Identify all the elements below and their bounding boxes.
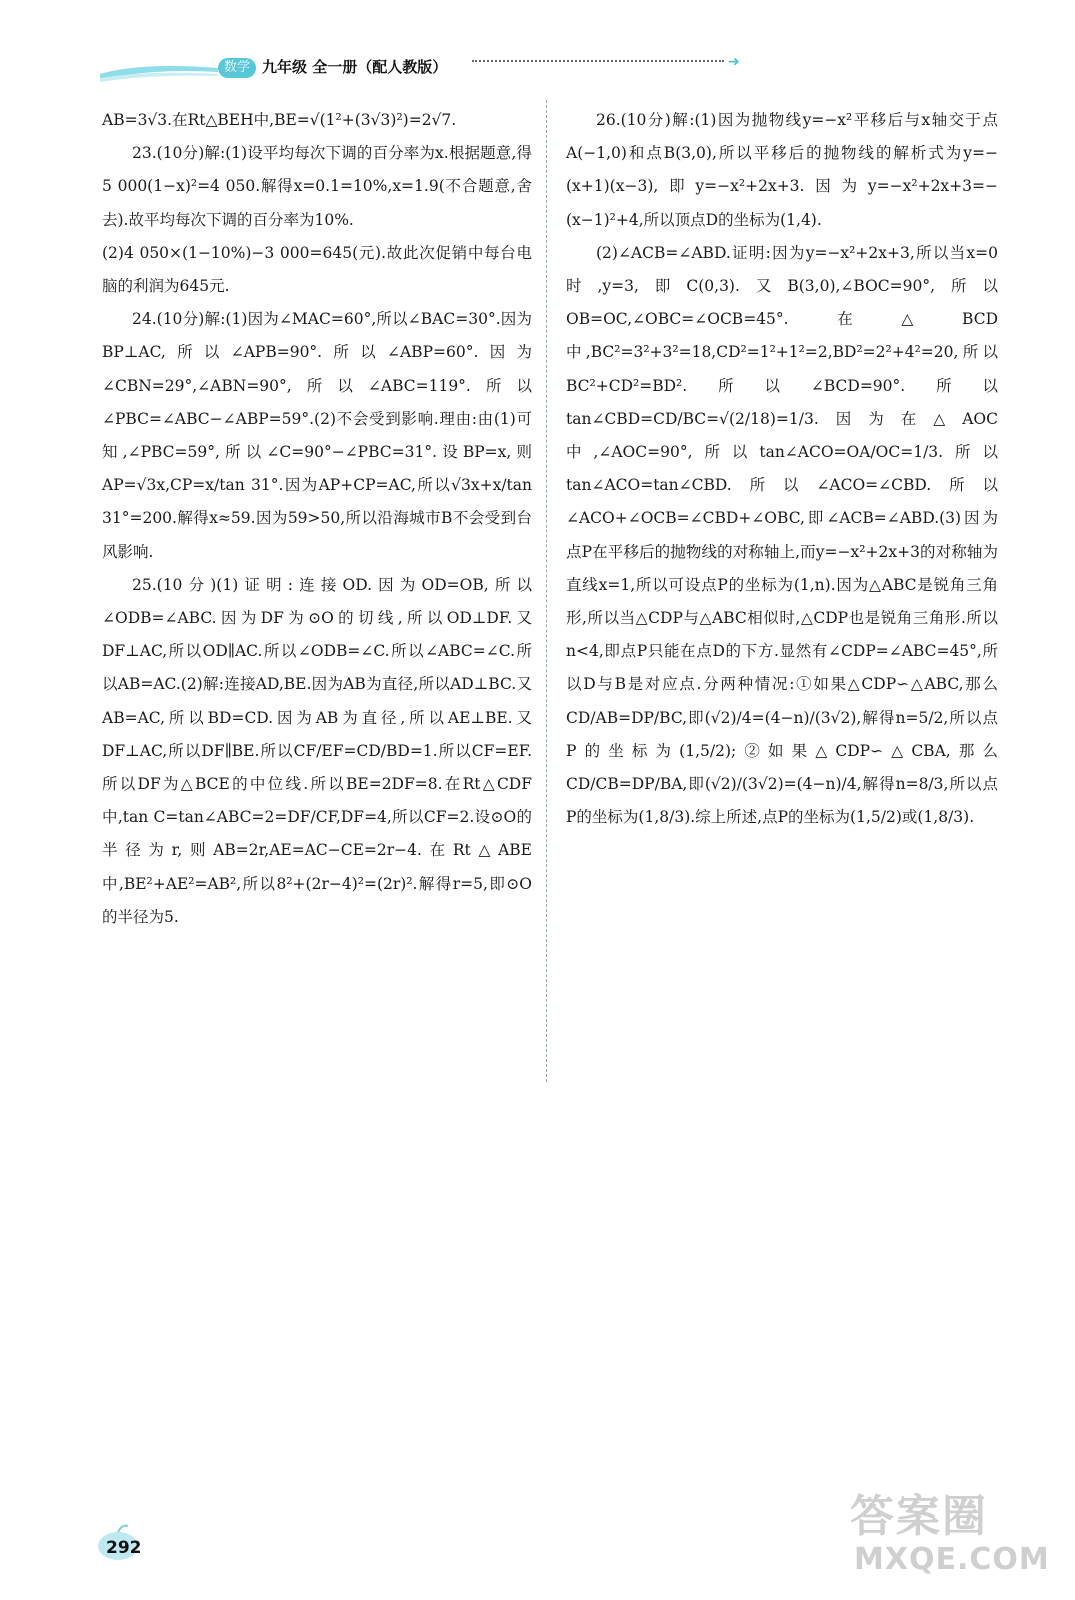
book-title: 九年级 全一册（配人教版） xyxy=(262,58,448,76)
page-header xyxy=(100,52,760,90)
arrow-right-icon: ➜ xyxy=(728,54,740,70)
page-number: 292 xyxy=(106,1538,142,1558)
header-dotted-rule xyxy=(472,60,724,62)
answer-paragraph: (2)4 050×(1−10%)−3 000=645(元).故此次促销中每台电脑的利润为645元. xyxy=(102,243,532,296)
column-divider xyxy=(546,100,547,1082)
header-swoosh-decoration xyxy=(100,60,220,84)
answer-paragraph: 26.(10分)解:(1)因为抛物线y=−x²平移后与x轴交于点A(−1,0)和点B(3,0),所以平移后的抛物线的解析式为y=−(x+1)(x−3),即y=−x²+2x+3.因为y=−x²+2x+3=−(x−1)²+4,所以顶点D的坐标为(1,4). xyxy=(566,111,998,229)
answer-paragraph: 23.(10分)解:(1)设平均每次下调的百分率为x.根据题意,得5 000(1−x)²=4 050.解得x=0.1=10%,x=1.9(不合题意,舍去).故平均每次下调的百分率为10%. xyxy=(102,144,532,229)
subject-badge: 数学 xyxy=(218,58,256,78)
watermark-en: MXQE.COM xyxy=(854,1542,1050,1577)
answer-paragraph: AB=3√3.在Rt△BEH中,BE=√(1²+(3√3)²)=2√7. xyxy=(102,111,457,129)
answer-paragraph: (2)∠ACB=∠ABD.证明:因为y=−x²+2x+3,所以当x=0时,y=3,即C(0,3).又B(3,0),∠BOC=90°,所以OB=OC,∠OBC=∠OCB=45°.在△BCD中,BC²=3²+3²=18,CD²=1²+1²=2,BD²=2²+4²=20,所以BC²+CD²=BD².所以∠BCD=90°.所以tan∠CBD=CD/BC=√(2/18)=1/3.因为在△AOC中,∠AOC=90°,所以tan∠ACO=OA/OC=1/3.所以tan∠ACO=tan∠CBD.所以∠ACO=∠CBD.所以∠ACO+∠OCB=∠CBD+∠OBC,即∠ACB=∠ABD.(3)因为点P在平移后的抛物线的对称轴上,而y=−x²+2x+3的对称轴为直线x=1,所以可设点P的坐标为(1,n).因为△ABC是锐角三角形,所以当△CDP与△ABC相似时,△CDP也是锐角三角形.所以n<4,即点P只能在点D的下方.显然有∠CDP=∠ABC=45°,所以D与B是对应点.分两种情况:①如果△CDP∽△ABC,那么CD/AB=DP/BC,即(√2)/4=(4−n)/(3√2),解得n=5/2,所以点P的坐标为(1,5/2);②如果△CDP∽△CBA,那么CD/CB=DP/BA,即(√2)/(3√2)=(4−n)/4,解得n=8/3,所以点P的坐标为(1,8/3).综上所述,点P的坐标为(1,5/2)或(1,8/3). xyxy=(566,243,998,827)
answer-paragraph: 25.(10分)(1)证明:连接OD.因为OD=OB,所以∠ODB=∠ABC.因为DF为⊙O的切线,所以OD⊥DF.又DF⊥AC,所以OD∥AC.所以∠ODB=∠C.所以∠ABC=∠C.所以AB=AC.(2)解:连接AD,BE.因为AB为直径,所以AD⊥BC.又AB=AC,所以BD=CD.因为AB为直径,所以AE⊥BE.又DF⊥AC,所以DF∥BE.所以CF/EF=CD/BD=1.所以CF=EF.所以DF为△BCE的中位线.所以BE=2DF=8.在Rt△CDF中,tan C=tan∠ABC=2=DF/CF,DF=4,所以CF=2.设⊙O的半径为r,则AB=2r,AE=AC−CE=2r−4.在Rt△ABE中,BE²+AE²=AB²,所以8²+(2r−4)²=(2r)².解得r=5,即⊙O的半径为5. xyxy=(102,575,532,926)
right-column xyxy=(566,104,998,834)
site-watermark xyxy=(840,1480,1050,1590)
answer-paragraph: 24.(10分)解:(1)因为∠MAC=60°,所以∠BAC=30°.因为BP⊥AC,所以∠APB=90°.所以∠ABP=60°.因为∠CBN=29°,∠ABN=90°,所以∠ABC=119°.所以∠PBC=∠ABC−∠ABP=59°.(2)不会受到影响.理由:由(1)可知,∠PBC=59°,所以∠C=90°−∠PBC=31°.设BP=x,则AP=√3x,CP=x/tan 31°.因为AP+CP=AC,所以√3x+x/tan 31°=200.解得x≈59.因为59>50,所以沿海城市B不会受到台风影响. xyxy=(102,310,532,561)
left-column xyxy=(102,104,532,934)
watermark-cn: 答案圈 xyxy=(850,1491,988,1542)
